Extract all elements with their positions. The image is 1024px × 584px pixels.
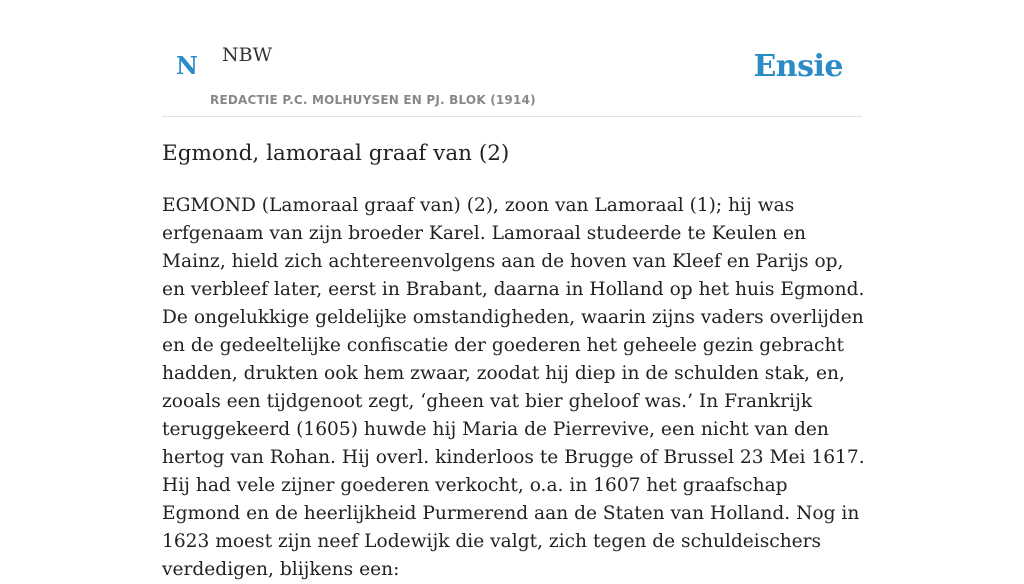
source-logo[interactable]: N — [176, 51, 198, 80]
source-name[interactable]: NBW — [222, 44, 273, 66]
source-subtitle: REDACTIE P.C. MOLHUYSEN EN PJ. BLOK (1914) — [210, 93, 536, 107]
page-title: Egmond, lamoraal graaf van (2) — [162, 141, 510, 166]
brand-logo[interactable]: Ensie — [753, 49, 843, 84]
article-body: EGMOND (Lamoraal graaf van) (2), zoon van Lamoraal (1); hij was erfgenaam van zijn broeder Karel. Lamoraal studeerde te Keulen en Mainz, hield zich achtereenvolgens aan de hoven van Kleef en Parijs op, en verbleef later, eerst in Brabant, daarna in Holland op het huis Egmond. De ongelukkige geldelijke omstandigheden, waarin zijns vaders overlijden en de gedeeltelijke confiscatie der goederen het geheele gezin gebracht hadden, drukten ook hem zwaar, zoodat hij diep in de schulden stak, en, zooals een tijdgenoot zegt, ‘gheen vat bier gheloof was.’ In Frankrijk teruggekeerd (1605) huwde hij Maria de Pierrevive, een nicht van den hertog van Rohan. Hij overl. kinderloos te Brugge of Brussel 23 Mei 1617. Hij had vele zijner goederen verkocht, o.a. in 1607 het graafschap Egmond en de heerlijkheid Purmerend aan de Staten van Holland. Nog in 1623 moest zijn neef Lodewijk die valgt, zich tegen de schuldeischers verdedigen, blijkens een: — [162, 195, 865, 580]
header — [162, 0, 862, 117]
